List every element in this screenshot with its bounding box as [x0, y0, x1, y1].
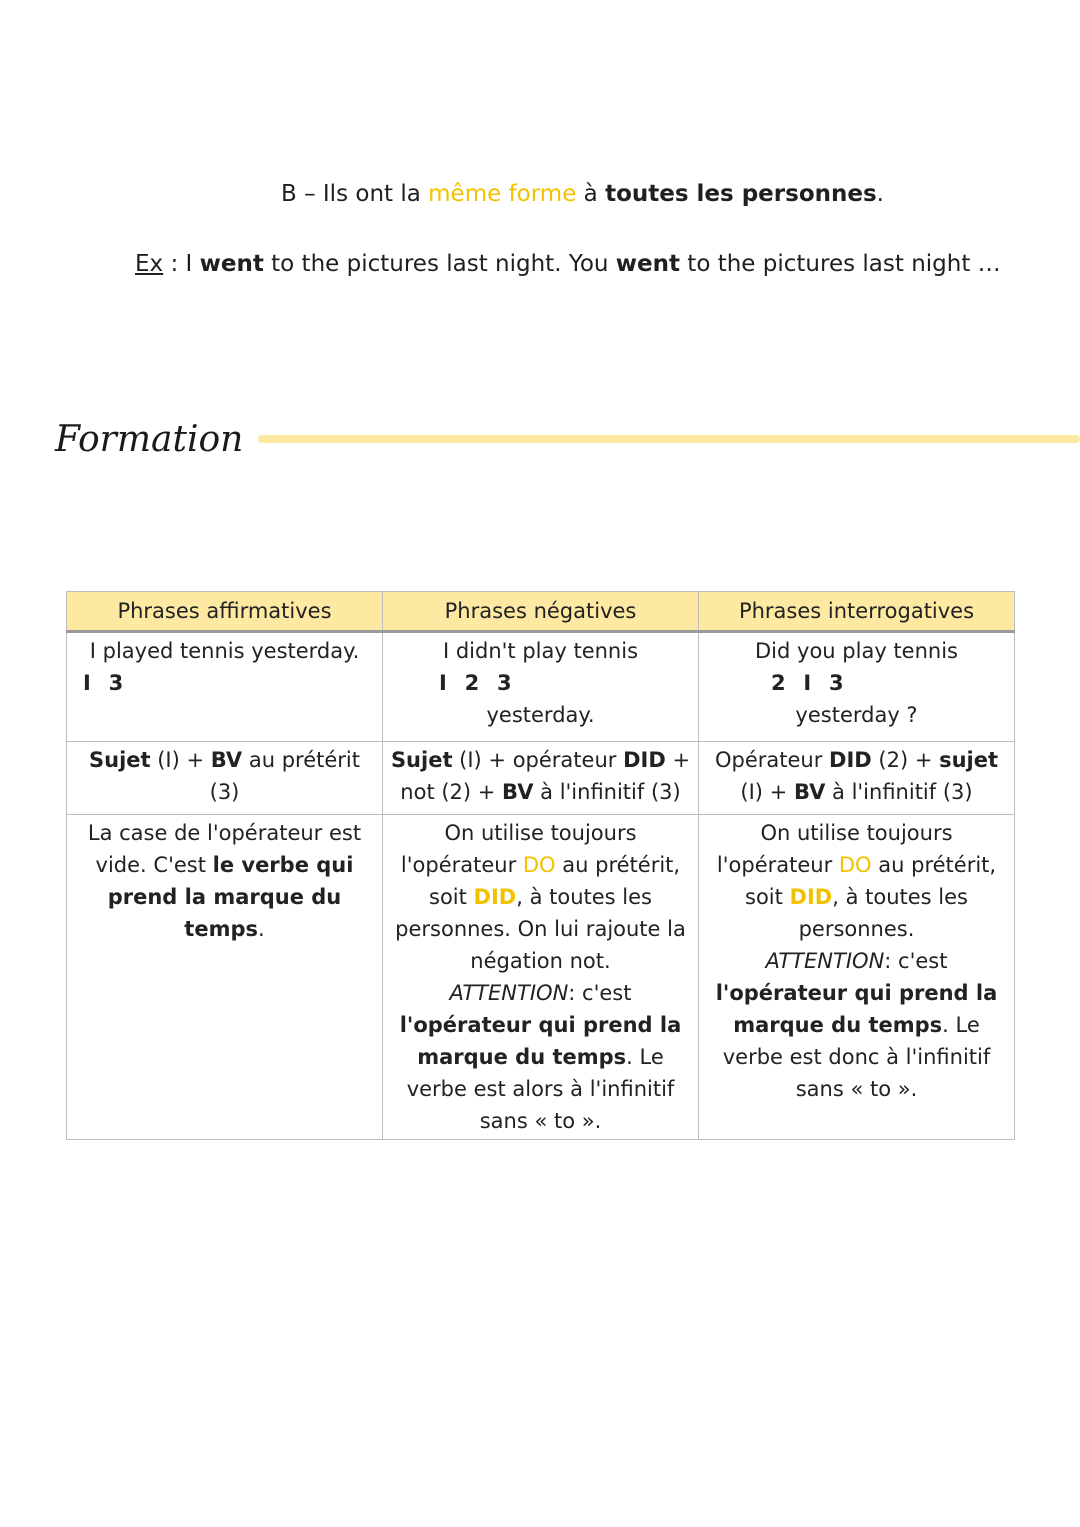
rule-text: , à toutes les personnes.	[798, 885, 968, 941]
example-sentence-tail: yesterday ?	[795, 703, 918, 727]
rule-highlight: DID	[789, 885, 833, 909]
example-label: Ex	[135, 251, 164, 277]
example-line	[135, 248, 1035, 280]
example-verb: went	[615, 251, 680, 277]
rule-text: au prétérit, soit	[429, 853, 681, 909]
example-cell-aff	[67, 632, 383, 742]
rule-b-text: B – Ils ont la	[281, 181, 429, 207]
formula-text: Opérateur	[714, 748, 830, 772]
example-sentence-tail: yesterday.	[486, 703, 595, 727]
formula-text: + not (2) +	[400, 748, 691, 804]
rule-text: : c'est	[884, 949, 948, 973]
rule-highlight: DO	[522, 853, 556, 877]
rule-text: , à toutes les personnes. On lui rajoute la négation not.	[395, 885, 686, 973]
rule-attention: ATTENTION	[449, 981, 569, 1005]
grammar-table	[66, 591, 1015, 1140]
rule-text: au prétérit, soit	[745, 853, 997, 909]
section-title: Formation	[55, 419, 244, 460]
example-indexes: I 3	[83, 671, 129, 695]
example-indexes: 2 I 3	[771, 671, 849, 695]
formula-cell-aff	[67, 742, 383, 815]
formula-bold: DID	[829, 748, 872, 772]
formula-text: au prétérit (3)	[209, 748, 360, 804]
rule-bold: l'opérateur qui prend la marque du temps	[715, 981, 998, 1037]
table-row-formulas	[67, 742, 1015, 815]
rule-text: : c'est	[568, 981, 632, 1005]
formula-text: (I) + opérateur	[452, 748, 624, 772]
header-affirmatives: Phrases affirmatives	[67, 592, 383, 632]
example-indexes: I 2 3	[439, 671, 517, 695]
formula-bold: sujet	[939, 748, 999, 772]
rule-cell-int	[699, 815, 1015, 1140]
formula-cell-neg	[383, 742, 699, 815]
example-cell-neg	[383, 632, 699, 742]
rule-b-text: à	[576, 181, 606, 207]
rule-text: . Le verbe est donc à l'infinitif sans « to ».	[722, 1013, 991, 1101]
rule-highlight: DO	[838, 853, 872, 877]
example-sentence: I didn't play tennis	[442, 639, 639, 663]
rule-text: On utilise toujours l'opérateur	[716, 821, 953, 877]
formula-text: à l'infinitif (3)	[533, 780, 681, 804]
example-cell-int	[699, 632, 1015, 742]
formula-bold: Sujet	[390, 748, 453, 772]
rule-b-bold: toutes les personnes	[605, 181, 877, 207]
rule-text: On utilise toujours l'opérateur	[400, 821, 637, 877]
example-verb: went	[199, 251, 264, 277]
header-interrogatives: Phrases interrogatives	[699, 592, 1015, 632]
example-sentence: I played tennis yesterday.	[89, 639, 360, 663]
rule-cell-aff	[67, 815, 383, 1140]
header-negatives: Phrases négatives	[383, 592, 699, 632]
example-text: : I	[163, 251, 200, 277]
rule-b-highlight: même forme	[428, 181, 577, 207]
rule-text: .	[258, 917, 265, 941]
rule-text: La case de l'opérateur est vide. C'est	[87, 821, 362, 877]
rule-cell-neg	[383, 815, 699, 1140]
formula-bold: DID	[623, 748, 666, 772]
example-sentence: Did you play tennis	[755, 639, 958, 663]
formula-text: (I) +	[150, 748, 211, 772]
rule-bold: l'opérateur qui prend la marque du temps	[399, 1013, 682, 1069]
formula-text: (2) +	[871, 748, 940, 772]
rule-b-text: .	[876, 181, 884, 207]
formula-bold: BV	[502, 780, 534, 804]
table-row-rules	[67, 815, 1015, 1140]
rule-attention: ATTENTION	[765, 949, 885, 973]
formula-bold: BV	[793, 780, 826, 804]
example-text: to the pictures last night. You	[263, 251, 616, 277]
rule-b-line	[281, 178, 1041, 210]
rule-text: . Le verbe est alors à l'infinitif sans « to ».	[406, 1045, 675, 1133]
rule-bold: le verbe qui prend la marque du temps	[107, 853, 354, 941]
table-row-examples	[67, 632, 1015, 742]
rule-highlight: DID	[473, 885, 517, 909]
section-divider	[258, 435, 1080, 443]
formula-text: (I) +	[740, 780, 794, 804]
example-text: to the pictures last night …	[680, 251, 1001, 277]
formula-bold: Sujet	[89, 748, 151, 772]
formula-bold: BV	[210, 748, 243, 772]
table-header-row	[67, 592, 1015, 632]
formula-text: à l'infinitif (3)	[825, 780, 973, 804]
formula-cell-int	[699, 742, 1015, 815]
